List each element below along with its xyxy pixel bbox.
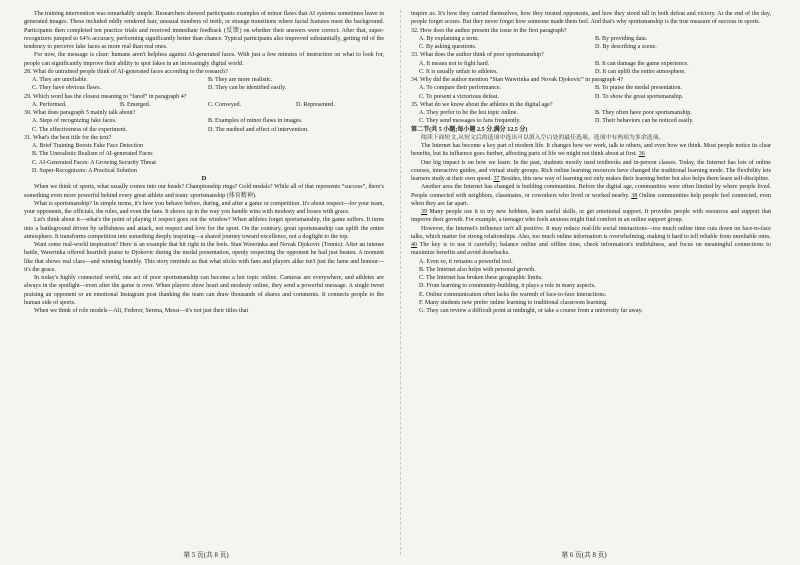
blank-36: 36 bbox=[638, 151, 645, 158]
choice-d: D. From learning to community-building, it plays a role in many aspects. bbox=[419, 283, 596, 290]
option: D. To show the great sportsmanship. bbox=[595, 93, 684, 100]
choice-b: B. The Internet also helps with personal growth. bbox=[419, 266, 536, 273]
question-29-options bbox=[24, 101, 384, 109]
option: D. Represented. bbox=[296, 101, 335, 108]
choice-g: G. They can review a difficult point at midnight, or take a course from a university far away. bbox=[419, 308, 643, 314]
option: B. Emerged. bbox=[120, 101, 151, 108]
page-6-column bbox=[411, 10, 771, 315]
option: B. It can damage the game experience. bbox=[595, 60, 689, 67]
passage-d-label: D bbox=[201, 175, 207, 182]
passage-d-continuation: inspire us. It's how they carried themselves, how they treated opponents, and how they stood tall in both defeat and victory. At the end of the day, people forget scores. But they never forget how someone made them feel. And that's why sportsmanship is the true measure of success in sports. bbox=[411, 11, 771, 26]
question-35: 35. What do we know about the athletes in the digital age? bbox=[411, 101, 553, 108]
question-34-options bbox=[411, 84, 771, 101]
cloze-text: The key is to use it carefully; balance online and offline time, check information's truthfulness, and focus on meaningful connections to maximize benefits and avoid drawbacks. bbox=[411, 242, 772, 257]
option: D. It can uplift the entire atmosphere. bbox=[595, 68, 686, 75]
cloze-text: However, the Internet's influence isn't all positive. It may reduce real-life social interactions—too much online time cuts down on face-to-face talks, which matter for strong relationships. Also, too much online information is overwhelming, making it hard to tell reliable from unreliable ones. bbox=[411, 225, 771, 240]
section-instructions: 阅读下面短文,从短文后的选项中选出可以填入空白处的最佳选项。选项中有两项为多余选项。 bbox=[421, 134, 665, 141]
question-29: 29. Which word has the closest meaning to “fared” in paragraph 4? bbox=[24, 93, 187, 100]
section-heading: 第二节(共 5 小题;每小题 2.5 分,满分 12.5 分) bbox=[411, 126, 528, 133]
question-33: 33. What does the author think of poor sportsmanship? bbox=[411, 52, 544, 59]
cloze-text: The Internet has become a key part of modern life. It changes how we work, talk to others, and even how we think. Most people notice its clear benefits, but its influence goes further, affecting parts of life we might not think about at first. bbox=[411, 143, 771, 158]
option: B. The Unrealistic Realism of AI-generated Faces bbox=[32, 151, 153, 158]
option: C. Conveyed. bbox=[208, 101, 242, 108]
option: A. By explaining a term. bbox=[419, 35, 479, 42]
option: C. By asking questions. bbox=[419, 44, 477, 50]
question-32-options bbox=[411, 35, 771, 52]
page-number-6: 第 6 页(共 8 页) bbox=[561, 552, 607, 559]
option: B. By providing data. bbox=[595, 35, 648, 42]
cloze-paragraph bbox=[411, 225, 771, 258]
option: D. The method and effect of intervention. bbox=[208, 126, 309, 133]
question-34: 34. Why did the author mention “Stan Wawrinka and Novak Djokovic” in paragraph 4? bbox=[411, 77, 623, 83]
option: C. The effectiveness of the experiment. bbox=[32, 126, 127, 133]
option: A. Steps of recognizing fake faces. bbox=[32, 118, 117, 125]
option: C. They send messages to fans frequently. bbox=[419, 118, 521, 125]
passage-d-paragraph: Let's think about it—what's the point of playing if respect goes out the window? When athletes forget sportsmanship, the game suffers. It turns into a battleground driven by selfishness and attack, not respect and love for the sport. On the contrary, great sportsmanship can uplift the entire atmosphere. It transforms competition into something deeply inspiring—a shared journey toward excellence, not a dogfight to the top. bbox=[24, 217, 384, 240]
question-30-options bbox=[24, 117, 384, 134]
option: C. AI-Generated Faces: A Growing Security Threat bbox=[32, 159, 156, 166]
cloze-paragraph bbox=[411, 142, 771, 159]
option: A. It means not to fight hard. bbox=[419, 60, 490, 67]
option: C. To present a victorious defeat. bbox=[419, 93, 499, 100]
option: D. They can be identified easily. bbox=[208, 85, 287, 92]
choice-e: E. Online communication often lacks the warmth of face-to-face interactions. bbox=[419, 291, 607, 298]
passage-d-paragraph: In today's highly connected world, one act of poor sportsmanship can become a hot topic online. Cameras are everywhere, and athletes are always in the spotlight—even after the game is over. When players show heart and modesty online, they send a powerful message. A single tweet praising an opponent or an emotional Instagram post thanking the team can draw thousands of shares and comments. It connects people to the human side of sports. bbox=[24, 275, 384, 306]
question-28-options bbox=[24, 76, 384, 93]
page-number-5: 第 5 页(共 8 页) bbox=[183, 552, 229, 559]
option: B. They often have poor sportsmanship. bbox=[595, 110, 692, 116]
choice-c: C. The Internet has broken these geographic limits. bbox=[419, 275, 543, 281]
page-5-column bbox=[24, 10, 384, 315]
choice-f: F. Many students now prefer online learning to traditional classroom learning. bbox=[419, 299, 608, 306]
cloze-text: Besides, this new way of learning not only makes their learning better but also helps them learn self-discipline. bbox=[501, 176, 770, 182]
question-31: 31. What's the best title for the text? bbox=[24, 134, 112, 141]
cloze-text: Another area the Internet has changed is building communities. Before the digital age, communities were often limited by where people lived. People connected with neighbors, classmates, or coworkers who lived or worked nearby. bbox=[411, 184, 771, 199]
passage-d-paragraph: When we think of role models—Ali, Federer, Serena, Messi—it's not just their titles that bbox=[34, 308, 249, 314]
option: A. To compare their performance. bbox=[419, 85, 502, 92]
option: D. By describing a scene. bbox=[595, 44, 657, 50]
question-28: 28. What do untrained people think of AI-generated faces according to the research? bbox=[24, 68, 228, 75]
option: D. Their behaviors can be noticed easily. bbox=[595, 118, 694, 125]
option: D. Super-Recognizers: A Practical Solution bbox=[32, 167, 137, 174]
question-32: 32. How does the author present the issue in the first paragraph? bbox=[411, 27, 567, 34]
cloze-text: One big impact is on how we learn. In the past, students mostly used textbooks and in-person classes. Today, the Internet has lots of online courses, interactive guides, and virtual study groups. Rich online learning resources have changed the traditional learning mode. The flexibility lets learners study at their own speed. bbox=[411, 159, 771, 182]
option: B. To praise the medal presentation. bbox=[595, 85, 682, 92]
question-35-options bbox=[411, 109, 771, 126]
passage-c-paragraph: The training intervention was remarkably simple. Researchers showed participants examples of minor flaws that AI systems sometimes leave in generated images. These included oddly rendered hair, unusual numbers of teeth, or strange transitions where facial features meet the background. Participants then completed ten practice trials and received immediate feedback (反馈) on whether their answers were correct. After that, super-recognizers jumped to 64% accuracy, performing significantly better than chance. Typical participants also improved substantially, getting rid of the tendency to perceive fake faces as more real than real ones. bbox=[24, 11, 384, 50]
option: A. They are unreliable. bbox=[32, 77, 88, 83]
cloze-paragraph bbox=[411, 183, 771, 208]
option: B. Examples of minor flaws in images. bbox=[208, 118, 303, 125]
cloze-text: Many people use it to try new hobbies, learn useful skills, or get emotional support. It provides people with resources and support that improve their growth. For example, a teenager who feels anxious might find comfort in an online support group. bbox=[411, 209, 771, 224]
page-divider bbox=[400, 10, 401, 555]
blank-40: 40 bbox=[411, 242, 418, 248]
passage-d-paragraph: Want some real-world inspiration? Here is an example that hit right in the feels. Stan Wawrinka and Novak Djokovic (Tennis): After an intense battle, Wawrinka offered heartfelt praise to Djokovic during the medal presentation, openly respecting the opponent he had just beaten. A moment like that shows real class—and winning humbly. This story reminds us that what sticks with fans and players alike isn't just the fame and honour—it's the grace. bbox=[24, 242, 384, 273]
option: C. They have obvious flaws. bbox=[32, 85, 102, 92]
cloze-paragraph bbox=[411, 159, 771, 184]
option: A. Brief Training Boosts Fake Face Detection bbox=[32, 143, 144, 149]
option: A. Performed. bbox=[32, 101, 67, 108]
question-33-options bbox=[411, 60, 771, 77]
blank-38: 38 bbox=[631, 192, 638, 199]
passage-d-paragraph: When we think of sports, what usually comes into our heads? Championship rings? Gold medals? While all of that represents “success”, there's something even more powerful behind every great athlete and team: sportsmanship (体育精神). bbox=[24, 184, 384, 199]
question-30: 30. What does paragraph 5 mainly talk about? bbox=[24, 110, 136, 116]
option: B. They are more realistic. bbox=[208, 77, 273, 83]
cloze-text: Online communities help people feel connected, even when they are far apart. bbox=[411, 192, 771, 207]
cloze-paragraph bbox=[411, 208, 771, 225]
choice-a: A. Even so, it remains a powerful tool. bbox=[419, 258, 513, 265]
passage-c-paragraph: For now, the message is clear: humans aren't helpless against AI-generated faces. With just a few minutes of instruction on what to look for, people can significantly improve their ability to spot fakes in an increasingly digital world. bbox=[24, 52, 384, 67]
blank-37: 37 bbox=[493, 176, 500, 182]
option: A. They prefer to be the hot topic online. bbox=[419, 110, 518, 116]
passage-d-paragraph: What is sportsmanship? In simple terms, it's how you behave before, during, and after a game or competition. It's about respect—for your team, your opponents, the officials, the rules, and even the fans. It shows up in the way you handle wins with modesty and losses with grace. bbox=[24, 200, 384, 215]
blank-39: 39 bbox=[421, 209, 428, 215]
option: C. It is usually unfair to athletes. bbox=[419, 68, 498, 75]
